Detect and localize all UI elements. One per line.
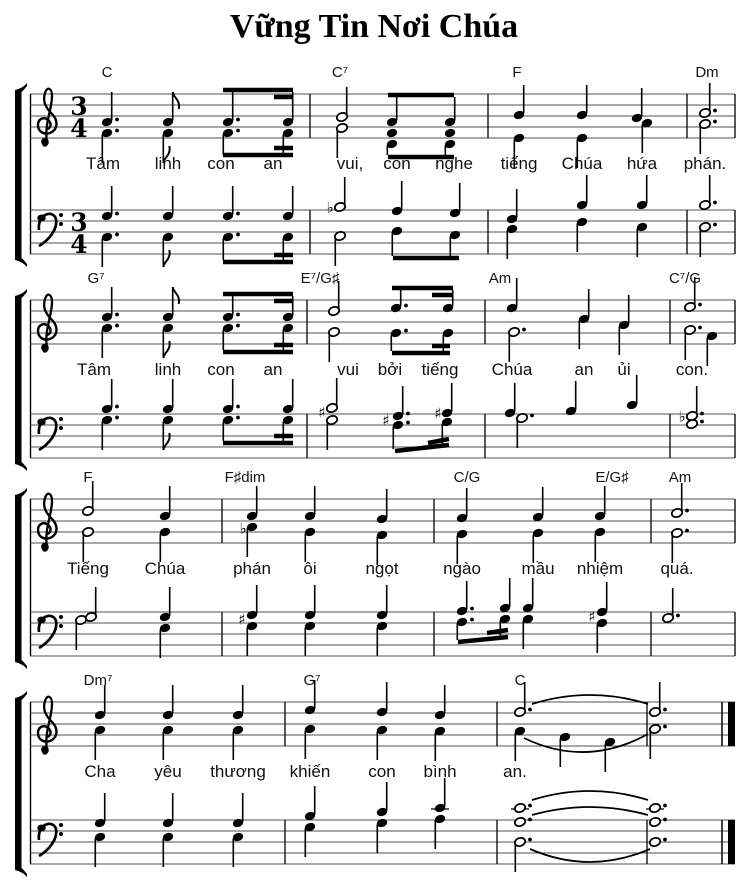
note xyxy=(684,277,702,360)
time-signature: 4 xyxy=(70,114,88,143)
note xyxy=(499,578,512,636)
lyric-syllable: tiếng xyxy=(500,154,538,173)
note xyxy=(94,793,107,867)
note xyxy=(94,685,107,760)
note xyxy=(282,186,295,260)
note xyxy=(222,92,240,155)
augmentation-dot xyxy=(676,614,680,618)
chord-label: C⁷ xyxy=(331,64,349,81)
tie-slur xyxy=(532,695,648,704)
augmentation-dot xyxy=(236,212,240,216)
augmentation-dot xyxy=(404,329,408,333)
lyric-syllable: Tiếng xyxy=(67,559,109,578)
augmentation-dot xyxy=(685,509,689,513)
augmentation-dot xyxy=(115,405,119,409)
tie-slur xyxy=(524,734,648,752)
note xyxy=(596,582,609,653)
lyric-syllable: an xyxy=(263,154,283,173)
lyric-syllable: Chúa xyxy=(561,154,603,173)
lyric-syllable: ngào xyxy=(443,559,481,578)
note xyxy=(636,175,649,257)
note xyxy=(159,486,172,562)
chord-label: E⁷/G♯ xyxy=(300,270,340,287)
note xyxy=(222,296,240,350)
note xyxy=(222,379,240,441)
augmentation-dot xyxy=(698,326,702,330)
time-signature: 3 xyxy=(70,208,88,237)
augmentation-dot xyxy=(713,201,717,205)
song-title: Vững Tin Nơi Chúa xyxy=(229,8,519,45)
notehead xyxy=(686,419,699,430)
augmentation-dot xyxy=(700,412,704,416)
lyric-syllable: mầu xyxy=(521,559,555,578)
lyric-syllable: thương xyxy=(210,762,266,781)
lyric-syllable: Cha xyxy=(84,762,116,781)
lyric-syllable: hứa xyxy=(626,154,658,173)
chord-label: C/G xyxy=(453,469,481,486)
final-thick-barline xyxy=(728,702,735,746)
note xyxy=(516,413,534,448)
augmentation-dot xyxy=(470,618,474,622)
note xyxy=(522,578,535,649)
notehead xyxy=(386,128,399,139)
sharp-icon: ♯ xyxy=(238,610,246,629)
augmentation-dot xyxy=(522,328,526,332)
lyric-syllable: con xyxy=(207,360,235,379)
note xyxy=(232,793,245,867)
sharp-icon: ♯ xyxy=(318,403,326,422)
notehead xyxy=(444,128,457,139)
augmentation-dot xyxy=(236,405,240,409)
augmentation-dot xyxy=(528,708,532,712)
note xyxy=(649,724,667,759)
beam xyxy=(395,445,449,451)
lyric-syllable: quá. xyxy=(660,559,694,578)
flat-icon: ♭ xyxy=(678,407,686,426)
time-signature: 3 xyxy=(70,92,88,121)
chord-label: C xyxy=(514,672,526,689)
augmentation-dot xyxy=(115,233,119,237)
chord-label: Am xyxy=(668,469,692,486)
augmentation-dot xyxy=(528,804,532,808)
notehead xyxy=(514,803,527,814)
note xyxy=(282,92,295,155)
note xyxy=(631,88,654,153)
note xyxy=(232,685,245,760)
augmentation-dot xyxy=(236,118,240,122)
lyric-syllable: nhiệm xyxy=(576,559,624,578)
note xyxy=(434,778,447,849)
augmentation-dot xyxy=(663,838,667,842)
augmentation-dot xyxy=(713,120,717,124)
augmentation-dot xyxy=(236,129,240,133)
note xyxy=(434,685,447,761)
lyric-syllable: an. xyxy=(503,762,527,781)
tie-slur xyxy=(532,807,648,815)
note xyxy=(506,189,519,259)
chord-label: E/G♯ xyxy=(595,469,629,486)
chord-label: F♯dim xyxy=(224,469,266,486)
note xyxy=(282,296,295,350)
chord-label: G⁷ xyxy=(303,672,321,689)
note xyxy=(576,175,589,252)
sharp-icon: ♯ xyxy=(382,411,390,430)
augmentation-dot xyxy=(115,118,119,122)
augmentation-dot xyxy=(663,818,667,822)
note xyxy=(304,786,317,857)
note xyxy=(604,737,617,772)
lyric-syllable: ủi xyxy=(617,360,631,379)
notehead xyxy=(514,817,527,828)
augmentation-dot xyxy=(530,414,534,418)
note xyxy=(649,682,667,717)
lyric-syllable: linh xyxy=(154,360,182,379)
augmentation-dot xyxy=(470,607,474,611)
augmentation-dot xyxy=(404,304,408,308)
beam xyxy=(487,630,508,633)
notehead xyxy=(649,817,662,828)
augmentation-dot xyxy=(713,223,717,227)
tie-slur xyxy=(530,849,650,862)
chord-label: Dm⁷ xyxy=(83,672,113,689)
note xyxy=(686,386,704,429)
tie-slur xyxy=(532,791,648,800)
note xyxy=(392,386,410,449)
augmentation-dot xyxy=(115,324,119,328)
final-thick-barline xyxy=(728,820,735,864)
note xyxy=(162,793,175,867)
lyric-syllable: con xyxy=(383,154,411,173)
note xyxy=(594,486,607,562)
lyric-syllable: linh xyxy=(154,154,182,173)
lyric-syllable: bình xyxy=(423,762,457,781)
note xyxy=(391,181,404,256)
augmentation-dot xyxy=(115,212,119,216)
note xyxy=(75,587,98,650)
augmentation-dot xyxy=(528,838,532,842)
lyric-syllable: vui, xyxy=(336,154,364,173)
augmentation-dot xyxy=(236,313,240,317)
chord-label: C⁷/G xyxy=(668,270,702,287)
lyric-syllable: ngọt xyxy=(365,559,399,578)
note xyxy=(282,379,295,441)
lyric-syllable: Chúa xyxy=(144,559,186,578)
lyric-syllable: Tâm xyxy=(77,360,111,379)
system-bracket xyxy=(15,495,22,662)
augmentation-dot xyxy=(663,804,667,808)
note xyxy=(456,581,474,640)
note xyxy=(578,289,591,349)
note xyxy=(662,588,680,623)
chord-label: C xyxy=(101,64,113,81)
note xyxy=(699,175,717,257)
note xyxy=(386,97,399,155)
note xyxy=(162,685,175,760)
time-signature: 4 xyxy=(70,230,88,259)
system-1 xyxy=(15,83,735,267)
beam xyxy=(428,439,449,443)
note xyxy=(449,183,462,256)
note xyxy=(162,186,175,267)
eighth-flag xyxy=(173,287,179,304)
chord-label: Am xyxy=(488,270,512,287)
lyric-syllable: tiếng xyxy=(421,360,459,379)
augmentation-dot xyxy=(406,421,410,425)
note xyxy=(514,803,532,872)
lyric-syllable: con xyxy=(207,154,235,173)
flat-icon: ♭ xyxy=(326,198,334,217)
augmentation-dot xyxy=(528,818,532,822)
note xyxy=(304,486,317,562)
note xyxy=(626,375,639,410)
augmentation-dot xyxy=(663,708,667,712)
notehead xyxy=(649,837,662,848)
lyric-syllable: con xyxy=(368,762,396,781)
system-bracket xyxy=(15,90,22,260)
augmentation-dot xyxy=(663,725,667,729)
note xyxy=(304,680,317,759)
augmentation-dot xyxy=(698,303,702,307)
note xyxy=(618,295,631,355)
lyric-syllable: ôi xyxy=(303,559,317,578)
augmentation-dot xyxy=(685,529,689,533)
lyric-syllable: an xyxy=(574,360,594,379)
notehead xyxy=(649,803,662,814)
augmentation-dot xyxy=(236,233,240,237)
lyric-syllable: phán xyxy=(233,559,271,578)
eighth-flag xyxy=(163,250,169,267)
augmentation-dot xyxy=(406,412,410,416)
chord-label: F xyxy=(83,469,93,486)
lyric-syllable: an xyxy=(263,360,283,379)
note xyxy=(504,383,517,418)
eighth-flag xyxy=(173,92,179,109)
lyric-syllable: khiến xyxy=(289,762,331,781)
chord-label: F xyxy=(512,64,522,81)
augmentation-dot xyxy=(115,313,119,317)
augmentation-dot xyxy=(713,109,717,113)
system-bracket xyxy=(15,698,22,870)
lyric-syllable: phán. xyxy=(683,154,727,173)
beam xyxy=(458,637,508,642)
note xyxy=(649,803,667,848)
chord-label: G⁷ xyxy=(87,270,105,287)
note xyxy=(565,381,578,416)
lyric-syllable: Tâm xyxy=(86,154,120,173)
note xyxy=(514,726,527,761)
augmentation-dot xyxy=(115,416,119,420)
augmentation-dot xyxy=(236,324,240,328)
augmentation-dot xyxy=(236,416,240,420)
note xyxy=(441,383,454,444)
note xyxy=(442,290,455,351)
note xyxy=(101,186,119,267)
lyric-syllable: Chúa xyxy=(491,360,533,379)
note xyxy=(222,186,240,260)
chord-label: Dm xyxy=(695,64,719,81)
lyric-syllable: vui xyxy=(337,360,359,379)
sharp-icon: ♯ xyxy=(434,404,442,423)
lyric-syllable: yêu xyxy=(154,762,182,781)
lyric-syllable: nghe xyxy=(435,154,473,173)
lyric-syllable: bởi xyxy=(377,360,403,379)
note xyxy=(671,483,689,563)
note xyxy=(336,87,349,158)
system-bracket xyxy=(15,296,22,464)
note xyxy=(376,489,389,565)
lyric-syllable: con. xyxy=(675,360,709,379)
note xyxy=(444,97,457,155)
sharp-icon: ♯ xyxy=(588,607,596,626)
augmentation-dot xyxy=(115,129,119,133)
note xyxy=(532,487,545,563)
note xyxy=(376,682,389,760)
augmentation-dot xyxy=(700,420,704,424)
flat-icon: ♭ xyxy=(239,519,247,538)
note xyxy=(390,290,408,351)
